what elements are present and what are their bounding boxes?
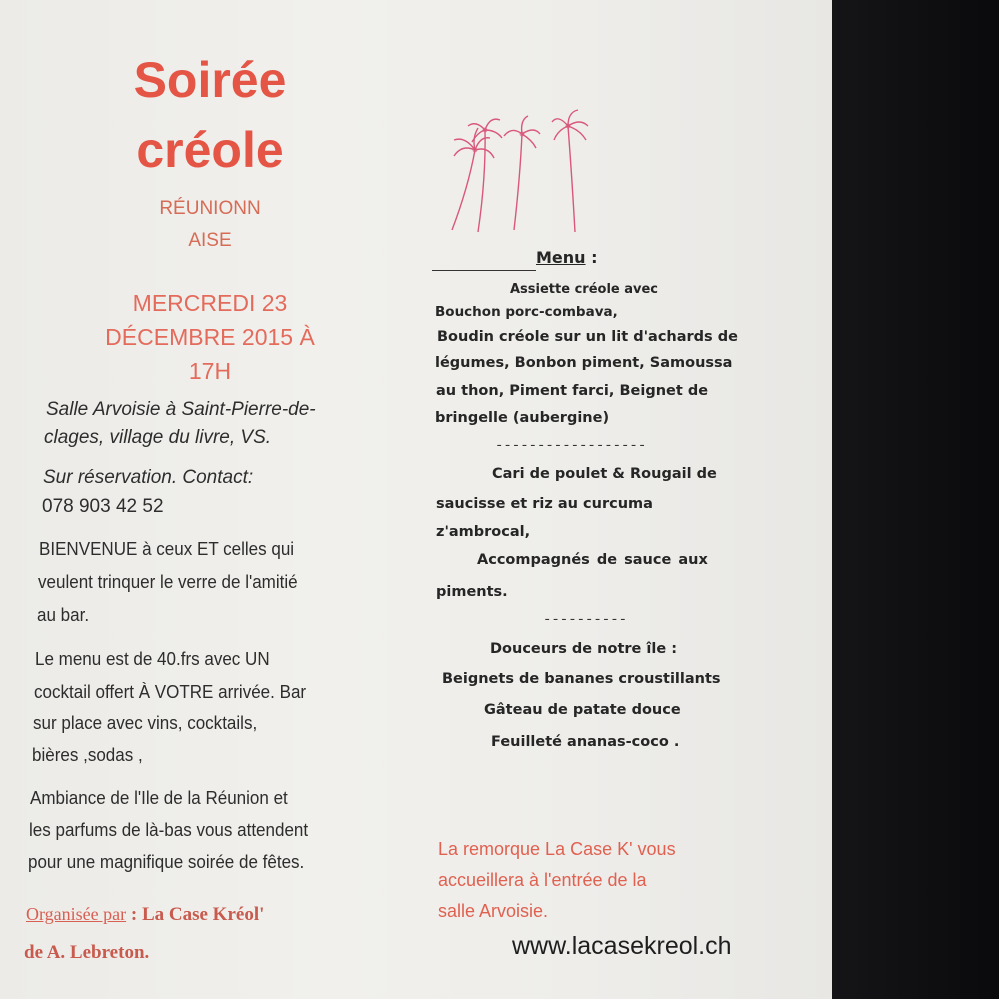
menu-starter-line2: Bouchon porc-combava, (435, 304, 618, 320)
website-url: www.lacasekreol.ch (512, 932, 732, 960)
left-column (0, 0, 420, 999)
menu-starter-line4: légumes, Bonbon piment, Samoussa (435, 355, 733, 371)
organizer-prefix: Organisée par (26, 904, 127, 924)
reservation-line: Sur réservation. Contact: (43, 467, 254, 488)
event-subtitle-line2: AISE (188, 230, 232, 251)
menu-separator-2: ---------- (543, 612, 628, 628)
price-line2: cocktail offert À VOTRE arrivée. Bar (34, 681, 307, 702)
menu-main-line3: z'ambrocal, (436, 524, 531, 540)
price-line3: sur place avec vins, cocktails, (33, 712, 258, 733)
price-line4: bières ,sodas , (32, 744, 143, 765)
venue-line2: clages, village du livre, VS. (44, 427, 272, 448)
menu-main-line4: Accompagnés de sauce aux (477, 552, 708, 568)
event-date-line2: DÉCEMBRE 2015 À (105, 324, 315, 350)
menu-heading-rule (432, 270, 536, 271)
reservation-phone: 078 903 42 52 (42, 496, 164, 517)
menu-heading-colon: : (591, 248, 598, 267)
menu-starter-line1: Assiette créole avec (510, 282, 659, 297)
menu-column (420, 0, 832, 999)
welcome-line2: veulent trinquer le verre de l'amitié (38, 571, 298, 592)
menu-heading (536, 250, 598, 266)
ambiance-line2: les parfums de là-bas vous attendent (29, 819, 309, 840)
event-title-line1: Soirée (133, 52, 287, 108)
menu-dessert-line3: Feuilleté ananas-coco . (491, 734, 680, 750)
menu-dessert-heading: Douceurs de notre île : (490, 641, 678, 657)
welcome-line3: au bar. (37, 604, 90, 625)
note-line2: accueillera à l'entrée de la (438, 870, 647, 890)
event-date-line3: 17H (188, 358, 232, 384)
dark-background (832, 0, 999, 999)
menu-starter-line3: Boudin créole sur un lit d'achards de (437, 329, 738, 345)
venue-line1: Salle Arvoisie à Saint-Pierre-de- (46, 399, 316, 420)
menu-main-line2: saucisse et riz au curcuma (436, 496, 653, 512)
organizer-line2: de A. Lebreton. (24, 942, 150, 963)
menu-separator-1: ------------------ (495, 438, 647, 454)
event-title-line2: créole (136, 122, 284, 178)
price-line1: Le menu est de 40.frs avec UN (35, 648, 270, 669)
event-subtitle-line1: RÉUNIONN (159, 198, 261, 219)
ambiance-line1: Ambiance de l'Ile de la Réunion et (30, 787, 288, 808)
menu-starter-line6: bringelle (aubergine) (435, 410, 610, 426)
organizer-line1 (26, 904, 264, 926)
ambiance-line3: pour une magnifique soirée de fêtes. (28, 851, 305, 872)
event-date-line1: MERCREDI 23 (132, 290, 288, 316)
organizer-name: : La Case Kréol' (126, 904, 265, 925)
menu-main-line5: piments. (436, 584, 508, 600)
menu-dessert-line2: Gâteau de patate douce (484, 702, 681, 718)
menu-main-line1: Cari de poulet & Rougail de (492, 466, 717, 482)
note-line3: salle Arvoisie. (438, 901, 549, 921)
menu-heading-text: Menu (536, 248, 586, 267)
menu-starter-line5: au thon, Piment farci, Beignet de (436, 383, 709, 399)
note-line1: La remorque La Case K' vous (438, 839, 676, 859)
welcome-line1: BIENVENUE à ceux ET celles qui (39, 538, 295, 559)
menu-dessert-line1: Beignets de bananes croustillants (442, 671, 721, 687)
